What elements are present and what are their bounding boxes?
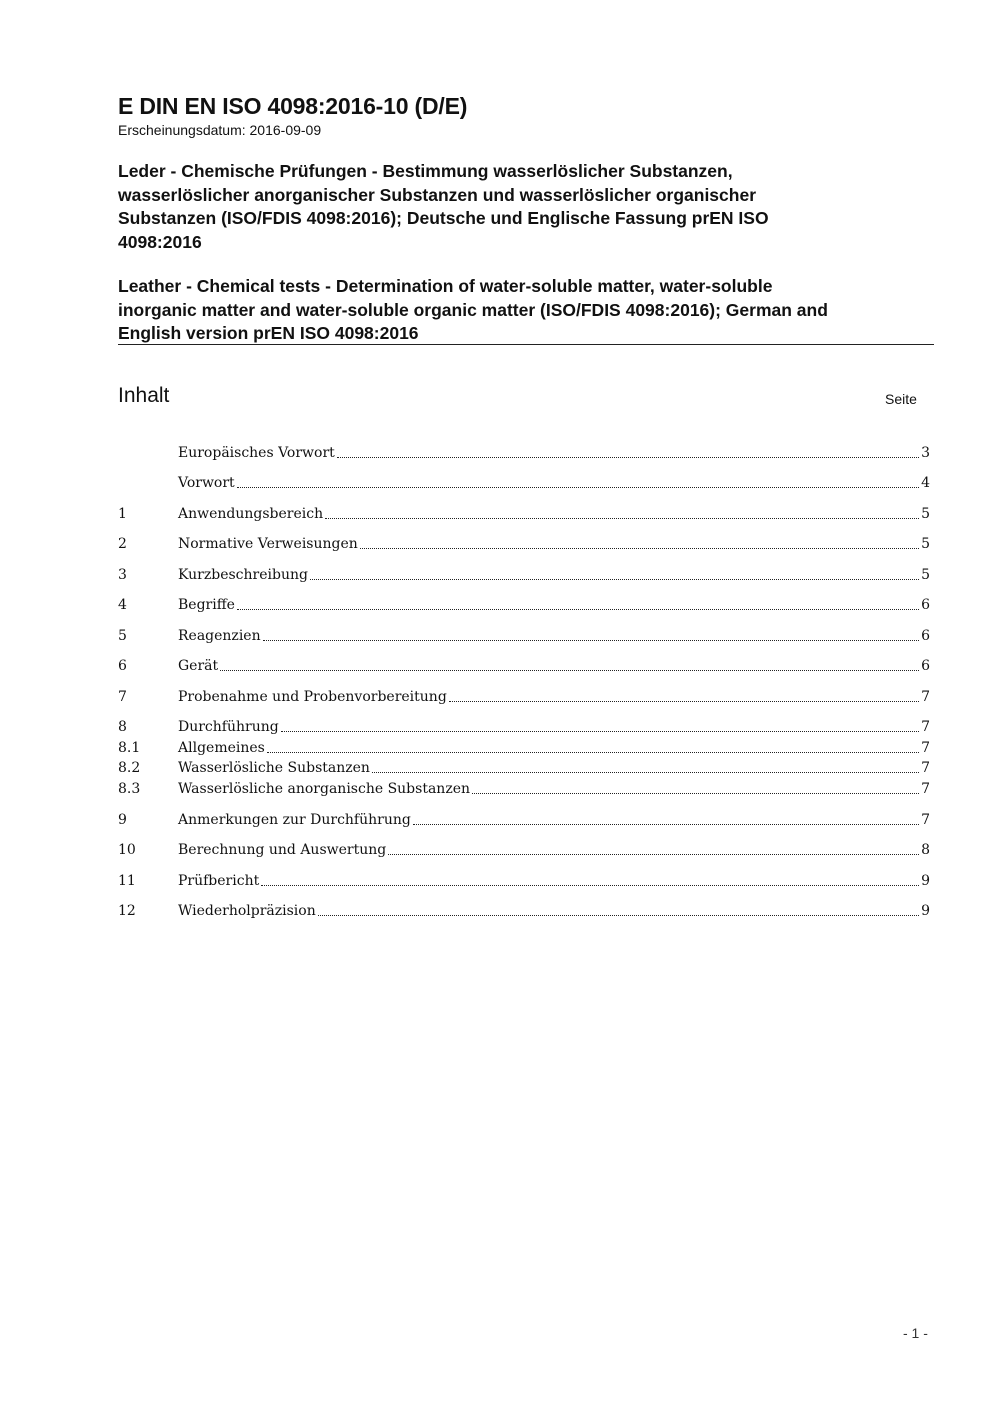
toc-entry-page: 7 — [921, 781, 930, 797]
toc-entry-title: Prüfbericht — [178, 873, 260, 889]
toc-entry-number: 2 — [118, 536, 127, 552]
english-title-line: inorganic matter and water-soluble organic matter (ISO/FDIS 4098:2016); German and — [118, 299, 828, 320]
german-title-line: Substanzen (ISO/FDIS 4098:2016); Deutsche und Englische Fassung prEN ISO — [118, 208, 769, 228]
toc-entry-page: 5 — [921, 567, 930, 583]
toc-entry-page: 6 — [921, 628, 930, 644]
toc-entry-title: Wasserlösliche anorganische Substanzen — [178, 781, 470, 797]
publication-date: Erscheinungsdatum: 2016-09-09 — [118, 122, 322, 138]
toc-entry-title: Durchführung — [178, 719, 279, 735]
toc-entry-number: 11 — [118, 873, 136, 889]
toc-entry[interactable] — [118, 869, 930, 889]
toc-entry-number: 8.2 — [118, 760, 141, 776]
toc-entry-page: 3 — [921, 445, 930, 461]
english-title-line: English version prEN ISO 4098:2016 — [118, 323, 419, 343]
toc-entry-leader — [220, 670, 919, 671]
toc-entry-page: 5 — [921, 536, 930, 552]
toc-entry-leader — [267, 752, 919, 753]
english-title-line: Leather - Chemical tests - Determination of water-soluble matter, water-soluble — [118, 276, 773, 296]
toc-entry[interactable] — [118, 624, 930, 644]
toc-entry[interactable] — [118, 441, 930, 461]
toc-entry-page: 4 — [921, 475, 930, 491]
toc-entry-page: 6 — [921, 658, 930, 674]
toc-entry-number: 5 — [118, 628, 127, 644]
toc-entry-title: Europäisches Vorwort — [178, 445, 335, 461]
toc-entry[interactable] — [118, 654, 930, 674]
toc-entry-leader — [261, 885, 919, 886]
toc-entry-number: 8.1 — [118, 740, 141, 756]
toc-entry-title: Reagenzien — [178, 628, 261, 644]
english-title — [118, 275, 938, 346]
toc-entry[interactable] — [118, 838, 930, 858]
toc-entry[interactable] — [118, 502, 930, 522]
toc-entry-title: Vorwort — [178, 475, 235, 491]
toc-entry-leader — [472, 793, 919, 794]
toc-entry-leader — [325, 518, 919, 519]
toc-entry-leader — [337, 457, 919, 458]
toc-entry-leader — [449, 701, 919, 702]
toc-entry[interactable] — [118, 777, 930, 797]
toc-entry-page: 7 — [921, 740, 930, 756]
toc-entry-number: 8.3 — [118, 781, 141, 797]
toc-entry-title: Kurzbeschreibung — [178, 567, 308, 583]
toc-entry-leader — [237, 609, 919, 610]
toc-entry[interactable] — [118, 715, 930, 735]
toc-entry-title: Anmerkungen zur Durchführung — [178, 812, 411, 828]
toc-entry-page: 7 — [921, 719, 930, 735]
toc-entry-page: 7 — [921, 812, 930, 828]
toc-entry[interactable] — [118, 593, 930, 613]
page-number: - 1 - — [903, 1325, 928, 1341]
german-title-line: wasserlöslicher anorganischer Substanzen und wasserlöslicher organischer — [118, 184, 757, 205]
toc-entry-leader — [372, 772, 919, 773]
toc-entry-leader — [388, 854, 919, 855]
toc-entry-number: 4 — [118, 597, 127, 613]
toc-entry-page: 7 — [921, 689, 930, 705]
toc-entry-number: 6 — [118, 658, 127, 674]
toc-page-column-label: Seite — [885, 391, 917, 407]
toc-heading: Inhalt — [118, 384, 170, 407]
toc-entry[interactable] — [118, 736, 930, 756]
toc-entry[interactable] — [118, 532, 930, 552]
toc-entry[interactable] — [118, 808, 930, 828]
toc-entry-leader — [310, 579, 919, 580]
toc-entry[interactable] — [118, 756, 930, 776]
german-title-line: Leder - Chemische Prüfungen - Bestimmung wasserlöslicher Substanzen, — [118, 161, 733, 181]
toc-entry-page: 7 — [921, 760, 930, 776]
toc-entry-title: Allgemeines — [178, 740, 265, 756]
toc-entry-leader — [263, 640, 919, 641]
toc-entry-title: Anwendungsbereich — [178, 506, 324, 522]
toc-entry-number: 1 — [118, 506, 127, 522]
toc-entry-page: 9 — [921, 903, 930, 919]
toc-entry[interactable] — [118, 685, 930, 705]
german-title — [118, 160, 918, 254]
toc-entry-page: 6 — [921, 597, 930, 613]
toc-entry-number: 8 — [118, 719, 127, 735]
toc-entry-page: 5 — [921, 506, 930, 522]
toc-entry-number: 7 — [118, 689, 127, 705]
german-title-line: 4098:2016 — [118, 231, 202, 252]
toc-entry-title: Normative Verweisungen — [178, 536, 358, 552]
toc-entry-title: Probenahme und Probenvorbereitung — [178, 689, 447, 705]
toc-entry-number: 9 — [118, 812, 127, 828]
toc-entry-title: Wiederholpräzision — [178, 903, 316, 919]
toc-entry-page: 9 — [921, 873, 930, 889]
document-id: E DIN EN ISO 4098:2016-10 (D/E) — [118, 93, 468, 119]
toc-entry-title: Gerät — [178, 658, 219, 674]
title-divider — [118, 344, 934, 345]
toc-entry-title: Berechnung und Auswertung — [178, 842, 387, 858]
toc-entry-leader — [318, 915, 919, 916]
toc-entry[interactable] — [118, 899, 930, 919]
toc-entry[interactable] — [118, 471, 930, 491]
toc-entry-number: 10 — [118, 842, 136, 858]
toc-entry-number: 12 — [118, 903, 136, 919]
toc-entry-page: 8 — [921, 842, 930, 858]
toc-entry-leader — [360, 548, 919, 549]
toc-entry-leader — [237, 487, 919, 488]
toc-entry-title: Begriffe — [178, 597, 235, 613]
toc-entry-leader — [413, 824, 919, 825]
toc-entry-number: 3 — [118, 567, 127, 583]
toc-entry-title: Wasserlösliche Substanzen — [178, 760, 370, 776]
toc-entry-leader — [281, 731, 919, 732]
toc-entry[interactable] — [118, 563, 930, 583]
